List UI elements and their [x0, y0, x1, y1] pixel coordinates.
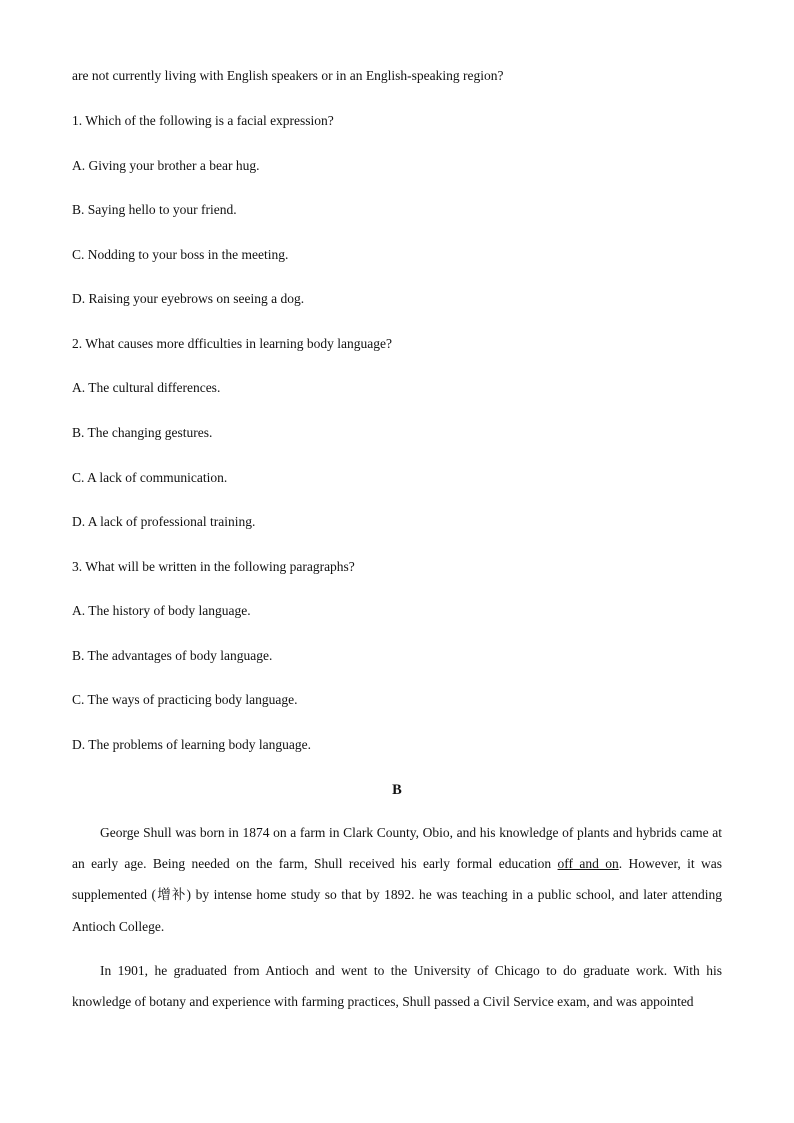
question-3-option-d: D. The problems of learning body language. — [72, 737, 311, 752]
question-2-option-c: C. A lack of communication. — [72, 470, 228, 485]
question-1-option-d: D. Raising your eyebrows on seeing a dog. — [72, 291, 305, 306]
question-2-stem: 2. What causes more dfficulties in learning body language? — [72, 336, 393, 351]
section-heading: B — [392, 782, 402, 798]
question-3-option-a: A. The history of body language. — [72, 603, 251, 618]
paragraph-1-text-b: . However, it was supplemented (增补) by intense home study so that by 1892. he was teaching in a public school, and later attending Antioch College. — [72, 856, 722, 934]
question-2-option-b: B. The changing gestures. — [72, 425, 213, 440]
question-3-option-c: C. The ways of practicing body language. — [72, 692, 298, 707]
question-1-option-a: A. Giving your brother a bear hug. — [72, 158, 260, 173]
question-3-option-b: B. The advantages of body language. — [72, 648, 273, 663]
paragraph-2: In 1901, he graduated from Antioch and went to the University of Chicago to do graduate work. With his knowledge of botany and experience with farming practices, Shull passed a Civil Service exam, and was appointed — [72, 963, 722, 1010]
question-3-stem: 3. What will be written in the following paragraphs? — [72, 559, 355, 574]
underlined-phrase: off and on — [557, 856, 619, 872]
question-1-stem: 1. Which of the following is a facial expression? — [72, 113, 334, 128]
question-1-option-c: C. Nodding to your boss in the meeting. — [72, 247, 289, 262]
question-2-option-d: D. A lack of professional training. — [72, 514, 256, 529]
question-1-option-b: B. Saying hello to your friend. — [72, 202, 237, 217]
paragraph-1 — [72, 817, 722, 942]
question-2-option-a: A. The cultural differences. — [72, 380, 221, 395]
intro-line: are not currently living with English speakers or in an English-speaking region? — [72, 68, 504, 83]
paragraph-1-text-a: George Shull was born in 1874 on a farm in Clark County, Obio, and his knowledge of plants and hybrids came at an early age. Being needed on the farm, Shull received his early formal education — [72, 825, 722, 872]
